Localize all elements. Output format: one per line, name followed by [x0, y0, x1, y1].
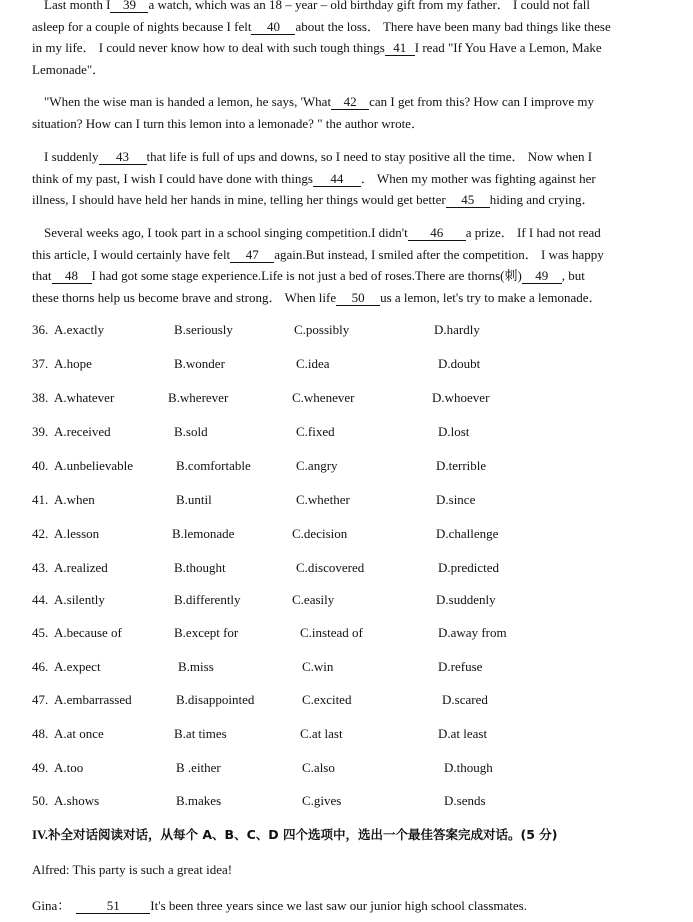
passage-text: I had got some stage experience.Life is not just a bed of roses.There are thorns(刺): [91, 268, 522, 283]
question-row-44: [32, 592, 672, 612]
option-a: A.silently: [54, 592, 105, 607]
passage-text: in my life． I could never know how to deal with such tough things: [32, 40, 385, 55]
passage-text: a prize． If I had not read: [465, 225, 601, 240]
speaker-name: Gina：: [32, 898, 71, 913]
option-d: D.lost: [438, 424, 470, 439]
passage-text: this article, I would certainly have felt: [32, 246, 231, 262]
passage-line: [32, 0, 678, 16]
section-heading: [32, 825, 557, 843]
question-number: 44.: [32, 592, 49, 607]
question-number: 43.: [32, 560, 49, 575]
passage-line: situation? How can I turn this lemon into a lemonade? " the author wrote．: [32, 115, 424, 131]
question-row-41: [32, 492, 672, 512]
blank-43: 43: [99, 149, 147, 165]
question-number: 38.: [32, 390, 49, 405]
question-number: 50.: [32, 793, 49, 808]
option-c: C.decision: [292, 526, 348, 541]
blank-42: 42: [331, 94, 369, 110]
question-row-38: [32, 390, 672, 410]
blank-49: 49: [522, 268, 562, 284]
blank-46: 46: [408, 225, 466, 241]
option-b: B.thought: [174, 560, 226, 575]
passage-text: can I get from this? How can I improve my: [369, 94, 594, 109]
question-row-49: [32, 760, 672, 780]
question-number: 42.: [32, 526, 49, 541]
passage-text: that: [32, 268, 52, 283]
option-c: C.gives: [302, 793, 342, 808]
passage-line: [32, 265, 678, 287]
passage-line: Lemonade"．: [32, 61, 106, 77]
question-row-37: [32, 356, 672, 376]
option-c: C.angry: [296, 458, 338, 473]
question-number: 46.: [32, 659, 49, 674]
option-b: B.sold: [174, 424, 208, 439]
question-row-50: [32, 793, 672, 813]
option-c: C.idea: [296, 356, 330, 371]
passage-line: [32, 91, 678, 113]
passage-line: [32, 287, 678, 309]
option-b: B.disappointed: [176, 692, 255, 707]
option-b: B .either: [176, 760, 221, 775]
question-row-46: [32, 659, 672, 679]
blank-45: 45: [446, 192, 490, 208]
option-a: A.because of: [54, 625, 122, 640]
passage-line: [32, 168, 678, 190]
passage-line: [32, 244, 678, 266]
question-row-40: [32, 458, 672, 478]
option-d: D.predicted: [438, 560, 500, 575]
passage-text: a watch, which was an 18 – year – old birthday gift from my father． I could not fall: [148, 0, 590, 12]
option-c: C.whenever: [292, 390, 355, 405]
option-d: D.since: [436, 492, 476, 507]
section-instructions: 补全对话阅读对话，从每个 A、B、C、D 四个选项中，选出一个最佳答案完成对话。(5 分): [48, 827, 558, 842]
option-c: C.excited: [302, 692, 352, 707]
blank-51: 51: [76, 898, 150, 914]
option-d: D.scared: [442, 692, 488, 707]
option-b: B.except for: [174, 625, 239, 640]
option-a: A.too: [54, 760, 84, 775]
passage-paragraph-2: [32, 91, 678, 134]
option-c: C.possibly: [294, 322, 350, 337]
passage-paragraph-1: [32, 0, 678, 80]
option-c: C.also: [302, 760, 335, 775]
option-a: A.shows: [54, 793, 100, 808]
option-b: B.differently: [174, 592, 241, 607]
option-c: C.fixed: [296, 424, 335, 439]
question-number: 47.: [32, 692, 49, 707]
option-a: A.exactly: [54, 322, 105, 337]
passage-paragraph-4: [32, 222, 678, 308]
option-d: D.hardly: [434, 322, 480, 337]
passage-line: [32, 222, 678, 244]
passage-text: think of my past, I wish I could have done with things: [32, 170, 313, 186]
question-number: 37.: [32, 356, 49, 371]
passage-paragraph-3: [32, 146, 678, 211]
blank-39: 39: [110, 0, 148, 13]
question-row-45: [32, 625, 672, 645]
passage-text: "When the wise man is handed a lemon, he says, 'What: [44, 94, 332, 109]
passage-line: [32, 189, 678, 211]
passage-text: again.But instead, I smiled after the competition． I was happy: [274, 246, 604, 262]
passage-text: , but: [561, 268, 585, 283]
option-d: D.challenge: [436, 526, 499, 541]
option-d: D.doubt: [438, 356, 481, 371]
passage-text: illness, I should have held her hands in mine, telling her things would get better: [32, 192, 446, 207]
question-row-36: [32, 322, 672, 342]
dialogue-line-gina: [32, 895, 527, 914]
option-c: C.discovered: [296, 560, 365, 575]
question-number: 49.: [32, 760, 49, 775]
option-d: D.away from: [438, 625, 507, 640]
passage-text: asleep for a couple of nights because I felt: [32, 18, 252, 34]
option-d: D.whoever: [432, 390, 490, 405]
option-c: C.win: [302, 659, 334, 674]
option-c: C.whether: [296, 492, 350, 507]
option-a: A.realized: [54, 560, 108, 575]
option-b: B.until: [176, 492, 212, 507]
blank-50: 50: [336, 290, 380, 306]
question-row-43: [32, 560, 672, 580]
option-a: A.received: [54, 424, 111, 439]
option-a: A.hope: [54, 356, 92, 371]
option-c: C.at last: [300, 726, 343, 741]
question-number: 36.: [32, 322, 49, 337]
passage-line: [32, 16, 678, 38]
option-d: D.sends: [444, 793, 486, 808]
option-a: A.expect: [54, 659, 101, 674]
question-number: 48.: [32, 726, 49, 741]
passage-line: [32, 37, 678, 59]
option-a: A.when: [54, 492, 95, 507]
question-row-47: [32, 692, 672, 712]
question-row-39: [32, 424, 672, 444]
section-label: IV.: [32, 827, 49, 842]
blank-44: 44: [313, 171, 361, 187]
passage-text: that life is full of ups and downs, so I need to stay positive all the time． Now when I: [146, 149, 593, 164]
question-number: 45.: [32, 625, 49, 640]
passage-text: I suddenly: [44, 149, 99, 164]
option-d: D.though: [444, 760, 493, 775]
question-row-42: [32, 526, 672, 546]
passage-text: hiding and crying．: [489, 192, 595, 207]
passage-text: Last month I: [44, 0, 111, 12]
option-d: D.at least: [438, 726, 488, 741]
option-d: D.suddenly: [436, 592, 496, 607]
passage-text: Several weeks ago, I took part in a school singing competition.I didn't: [44, 225, 408, 240]
passage-line: [32, 146, 678, 168]
option-a: A.embarrassed: [54, 692, 132, 707]
option-b: B.lemonade: [172, 526, 235, 541]
passage-text: about the loss． There have been many bad things like these: [295, 18, 611, 34]
option-d: D.refuse: [438, 659, 483, 674]
dialogue-line-alfred: Alfred: This party is such a great idea!: [32, 862, 233, 877]
question-number: 39.: [32, 424, 49, 439]
option-b: B.seriously: [174, 322, 233, 337]
passage-text: ． When my mother was fighting against her: [360, 170, 596, 186]
blank-48: 48: [52, 268, 92, 284]
option-b: B.comfortable: [176, 458, 251, 473]
option-c: C.instead of: [300, 625, 363, 640]
option-b: B.wonder: [174, 356, 225, 371]
question-row-48: [32, 726, 672, 746]
option-a: A.at once: [54, 726, 104, 741]
option-b: B.makes: [176, 793, 222, 808]
question-number: 40.: [32, 458, 49, 473]
option-a: A.whatever: [54, 390, 115, 405]
blank-47: 47: [230, 247, 274, 263]
option-d: D.terrible: [436, 458, 487, 473]
option-b: B.at times: [174, 726, 227, 741]
passage-text: I read "If You Have a Lemon, Make: [414, 40, 602, 55]
option-a: A.lesson: [54, 526, 100, 541]
dialogue-text: It's been three years since we last saw our junior high school classmates.: [150, 898, 527, 913]
blank-41: 41: [385, 40, 415, 56]
passage-text: these thorns help us become brave and strong． When life: [32, 289, 337, 305]
option-c: C.easily: [292, 592, 335, 607]
question-number: 41.: [32, 492, 49, 507]
option-b: B.miss: [178, 659, 214, 674]
option-b: B.wherever: [168, 390, 229, 405]
option-a: A.unbelievable: [54, 458, 134, 473]
blank-40: 40: [251, 19, 295, 35]
passage-text: us a lemon, let's try to make a lemonade．: [380, 289, 602, 305]
